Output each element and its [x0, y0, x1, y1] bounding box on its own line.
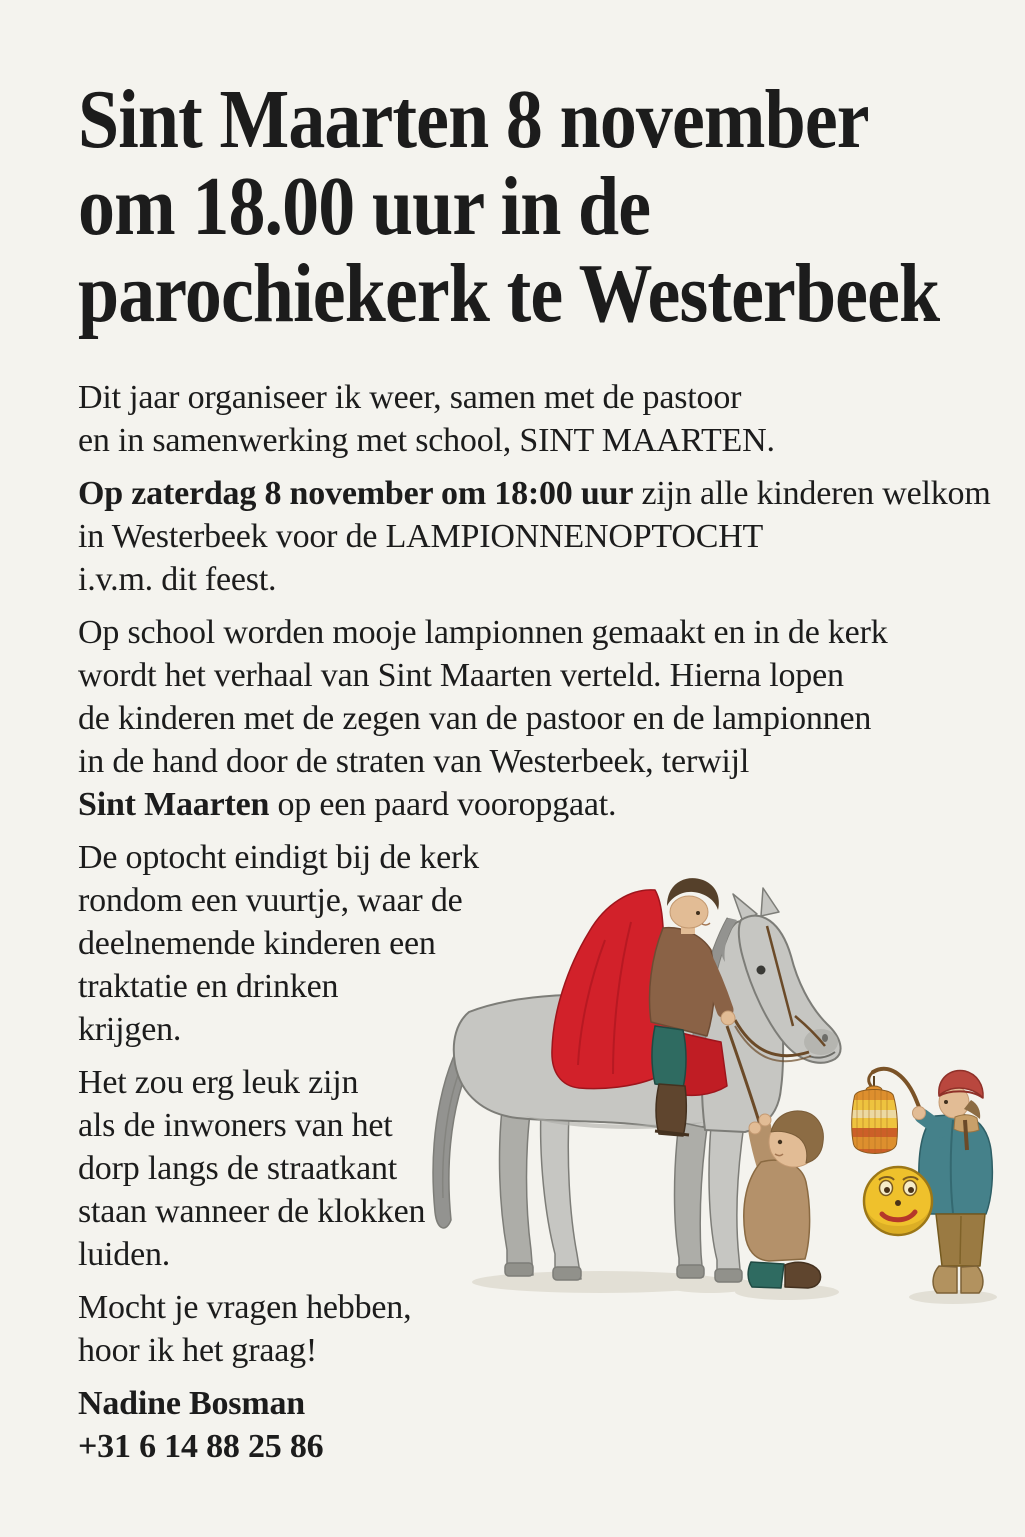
kneeling-child	[744, 1111, 824, 1288]
paragraph-school	[78, 611, 998, 826]
child-boots	[785, 1262, 821, 1288]
horse-ear	[761, 888, 779, 916]
sint-maarten-bold: Sint Maarten	[78, 786, 270, 823]
rider-tunic	[650, 928, 715, 1036]
text-line: Mocht je vragen hebben,	[78, 1289, 412, 1326]
text-line: De optocht eindigt bij de kerk	[78, 839, 479, 876]
text-line: luiden.	[78, 1236, 171, 1273]
text-line: traktatie en drinken	[78, 968, 339, 1005]
child-eye	[944, 1100, 948, 1104]
text-line: Dit jaar organiseer ik weer, samen met de pastoor	[78, 379, 742, 416]
horse-hindleg-near	[541, 1108, 581, 1279]
text-line: dorp langs de straatkant	[78, 1150, 398, 1187]
text-line: staan wanneer de klokken	[78, 1193, 426, 1230]
horse-eye	[757, 966, 766, 975]
text-line: rondom een vuurtje, waar de	[78, 882, 463, 919]
text-line: krijgen.	[78, 1011, 182, 1048]
contact-phone: +31 6 14 88 25 86	[78, 1428, 324, 1465]
paragraph-event	[78, 472, 998, 601]
rider-leg	[652, 1026, 686, 1088]
smiley-lantern	[864, 1167, 932, 1235]
text-line: Op school worden mooje lampionnen gemaakt en in de kerk	[78, 614, 888, 651]
text-line	[78, 783, 998, 826]
rider-boot	[656, 1084, 686, 1136]
text-line: en in samenwerking met school, SINT MAARTEN.	[78, 422, 775, 459]
horse-frontleg-far	[675, 1122, 708, 1277]
child-eye	[778, 1140, 782, 1144]
child-hand	[749, 1122, 761, 1134]
rider-eye	[696, 911, 700, 915]
illustration-svg	[405, 830, 1025, 1310]
text-line: hoor ik het graag!	[78, 1332, 318, 1369]
child-boot	[961, 1266, 983, 1293]
child-knee-pants	[748, 1262, 784, 1288]
child-boot	[933, 1266, 957, 1293]
horse-frontleg-near	[709, 1126, 743, 1281]
text-line: deelnemende kinderen een	[78, 925, 436, 962]
rider-face	[670, 896, 708, 928]
title-line-2: om 18.00 uur in de	[78, 160, 651, 253]
text-span: op een paard vooropgaat.	[269, 786, 617, 823]
text-line: de kinderen met de zegen van de pastoor en de lampionnen	[78, 700, 872, 737]
text-line: i.v.m. dit feest.	[78, 561, 277, 598]
text-line	[78, 472, 998, 515]
text-line: in de hand door de straten van Westerbeek, terwijl	[78, 743, 750, 780]
horse-hindleg-far	[500, 1100, 533, 1275]
text-line: wordt het verhaal van Sint Maarten verteld. Hierna lopen	[78, 657, 844, 694]
event-date-bold: Op zaterdag 8 november om 18:00 uur	[78, 475, 634, 512]
smiley-nose	[895, 1200, 901, 1206]
child-hand	[913, 1107, 926, 1120]
contact-name: Nadine Bosman	[78, 1385, 305, 1422]
title-line-3: parochiekerk te Westerbeek	[78, 247, 940, 340]
page-title	[78, 73, 1025, 340]
text-line: als de inwoners van het	[78, 1107, 393, 1144]
child-sweater	[744, 1160, 810, 1261]
rider-hand	[721, 1011, 735, 1025]
paragraph-intro	[78, 376, 998, 462]
text-span: zijn alle kinderen welkom	[633, 475, 991, 512]
title-line-1: Sint Maarten 8 november	[78, 73, 869, 166]
text-line: in Westerbeek voor de LAMPIONNENOPTOCHT	[78, 518, 764, 555]
sint-maarten-illustration	[405, 830, 1025, 1310]
child-hand	[759, 1114, 771, 1126]
contact-block	[78, 1382, 998, 1468]
text-line: Het zou erg leuk zijn	[78, 1064, 359, 1101]
striped-lantern	[848, 1076, 900, 1158]
